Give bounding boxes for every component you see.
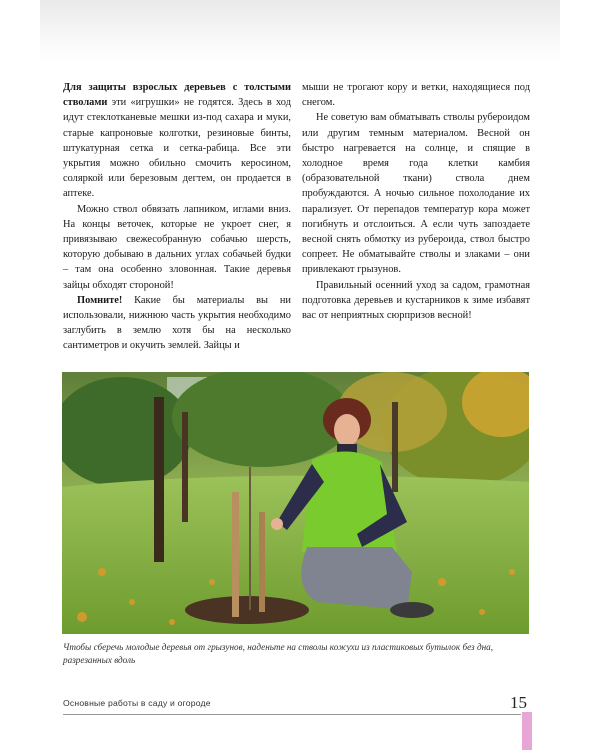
header-decoration (40, 0, 560, 62)
paragraph: Правильный осенний уход за садом, грамотная подготовка деревьев и кустарников к зиме избавят вас от неприятных сюрпризов весной! (302, 279, 530, 322)
page-number: 15 (510, 693, 527, 712)
bold-lead: Помните! (77, 294, 123, 306)
paragraph-text: эти «игрушки» не годятся. Здесь в ход идут стеклотканевые мешки из-под сахара и муки, старые капроновые колготки, резиновые бинты, штукатурная сетка и сетка-рабица. Все эти укрытия можно обильно смочить керосином, соляркой или березовым дегтем, он продается в аптеке. (63, 97, 291, 200)
paragraph (63, 80, 291, 202)
paragraph: мыши не трогают кору и ветки, находящиеся под снегом. (302, 82, 530, 109)
footer-section-title: Основные работы в саду и огороде (63, 698, 211, 708)
garden-photo (62, 372, 529, 634)
paragraph (63, 293, 291, 354)
bold-lead: Для защиты взрослых деревьев с толстыми стволами (63, 82, 291, 109)
page-tab-marker (522, 712, 532, 750)
paragraph-text: Какие бы материалы вы ни использовали, нижнюю часть укрытия необходимо заглубить в землю хотя бы на несколько сантиметров и окучить землей. Зайцы и (63, 294, 291, 352)
text-column-left (63, 80, 291, 354)
garden-photo-illustration (62, 372, 529, 634)
text-column-right (302, 80, 530, 323)
paragraph: Можно ствол обвязать лапником, иглами вниз. На концы веточек, которые не укроет снег, я привязываю свежесобранную собачью шерсть, которую добываю в дальних углах собачьей будки – там она особенно зловонная. Такие деревья зайцы обходят стороной! (63, 203, 291, 291)
paragraph: Не советую вам обматывать стволы рубероидом или другим темным материалом. Весной он быстро нагревается на солнце, и спящие в холодное время года клетки камбия (образовательной ткани) ствола днем пробуждаются. А ночью сильное похолодание их парализует. От перепадов температур кора может погибнуть и отслоиться. А если чуть запоздаете весной снять обмотку из рубероида, ствол быстро сопреет. Не обматывайте стволы и злаками – они привлекают грызунов. (302, 112, 530, 276)
photo-caption: Чтобы сберечь молодые деревья от грызунов, наденьте на стволы кожухи из пластиковых бутылок без дна, разрезанных вдоль (63, 642, 494, 665)
footer-divider (63, 714, 521, 715)
